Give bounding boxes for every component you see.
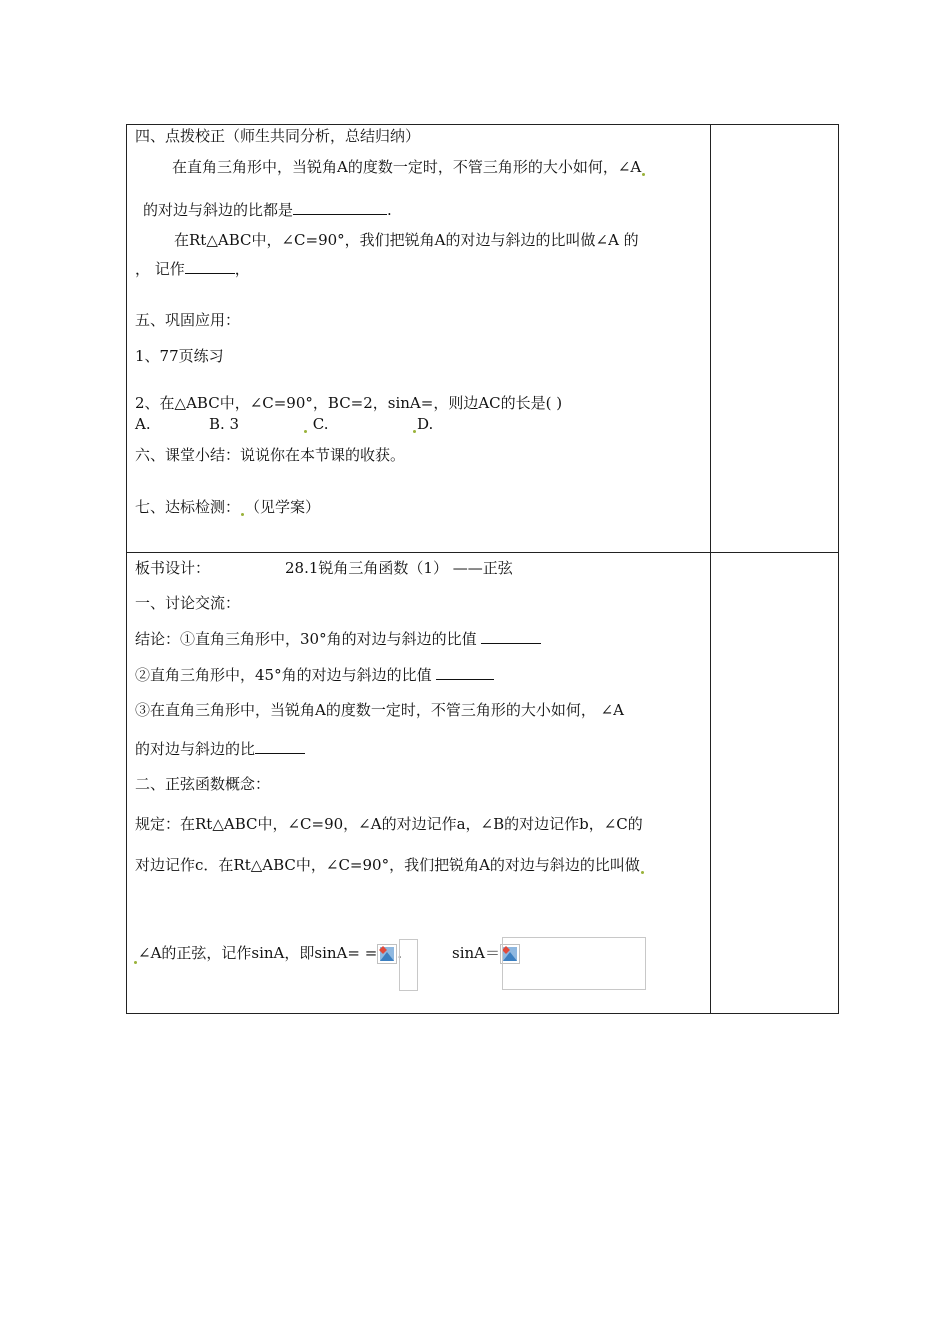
- part2-heading: 二、正弦函数概念：: [135, 775, 271, 793]
- exercise-item-1: 1、77页练习: [135, 347, 224, 365]
- exercise-item-2: 2、在△ABC中，∠C=90°，BC=2，sinA=，则边AC的长是( ): [135, 394, 563, 412]
- choice-a: A.: [135, 415, 151, 433]
- lesson-plan-table: [126, 124, 839, 1014]
- section4-heading: 四、点拨校正（师生共同分析，总结归纳）: [135, 127, 421, 145]
- answer-blank: [185, 259, 235, 274]
- fraction-image-placeholder-icon: [377, 944, 397, 964]
- sine-formula: sinA＝: [452, 944, 520, 964]
- answer-blank: [255, 739, 305, 754]
- conclusion-2: ②直角三角形中，45°角的对边与斜边的比值: [135, 665, 494, 684]
- section6-summary: 六、课堂小结：说说你在本节课的收获。: [135, 446, 406, 464]
- paragraph2-line2: ， 记作 ，: [135, 260, 250, 278]
- conclusion-3-line2: 的对边与斜边的比: [135, 739, 305, 758]
- choice-d: D.: [412, 415, 433, 433]
- answer-blank: [293, 200, 387, 215]
- choice-b: B. 3: [209, 415, 240, 433]
- section7-test: 七、达标检测： （见学案）: [135, 498, 321, 516]
- answer-blank: [436, 665, 494, 680]
- formula-frame-small: [399, 939, 418, 991]
- sine-definition: ∠A的正弦，记作sinA，即sinA= = .: [133, 944, 402, 964]
- board-design-label: 板书设计：: [135, 559, 211, 577]
- paragraph2-line1: 在Rt△ABC中，∠C=90°，我们把锐角A的对边与斜边的比叫做∠A 的: [174, 231, 639, 249]
- choice-c: C.: [303, 415, 329, 433]
- notes-column-cell: [711, 553, 839, 1014]
- correction-section-cell: [127, 125, 711, 553]
- rule-line2: 对边记作c．在Rt△ABC中，∠C=90°，我们把锐角A的对边与斜边的比叫做: [135, 856, 645, 874]
- part1-heading: 一、讨论交流：: [135, 594, 241, 612]
- section5-heading: 五、巩固应用：: [135, 311, 241, 329]
- board-design-title: 28.1锐角三角函数（1） ——正弦: [285, 559, 513, 577]
- rule-line1: 规定：在Rt△ABC中，∠C=90，∠A的对边记作a，∠B的对边记作b，∠C的: [135, 815, 643, 833]
- conclusion-3-line1: ③在直角三角形中，当锐角A的度数一定时，不管三角形的大小如何， ∠A: [135, 701, 625, 719]
- notes-column-cell: [711, 125, 839, 553]
- board-design-cell: [127, 553, 711, 1014]
- paragraph1-line1: 在直角三角形中，当锐角A的度数一定时，不管三角形的大小如何，∠A: [172, 158, 646, 176]
- conclusion-1: 结论：①直角三角形中，30°角的对边与斜边的比值: [135, 629, 541, 648]
- paragraph1-line2: 的对边与斜边的比都是 .: [143, 201, 392, 219]
- formula-frame-large: [502, 937, 646, 990]
- answer-blank: [481, 629, 541, 644]
